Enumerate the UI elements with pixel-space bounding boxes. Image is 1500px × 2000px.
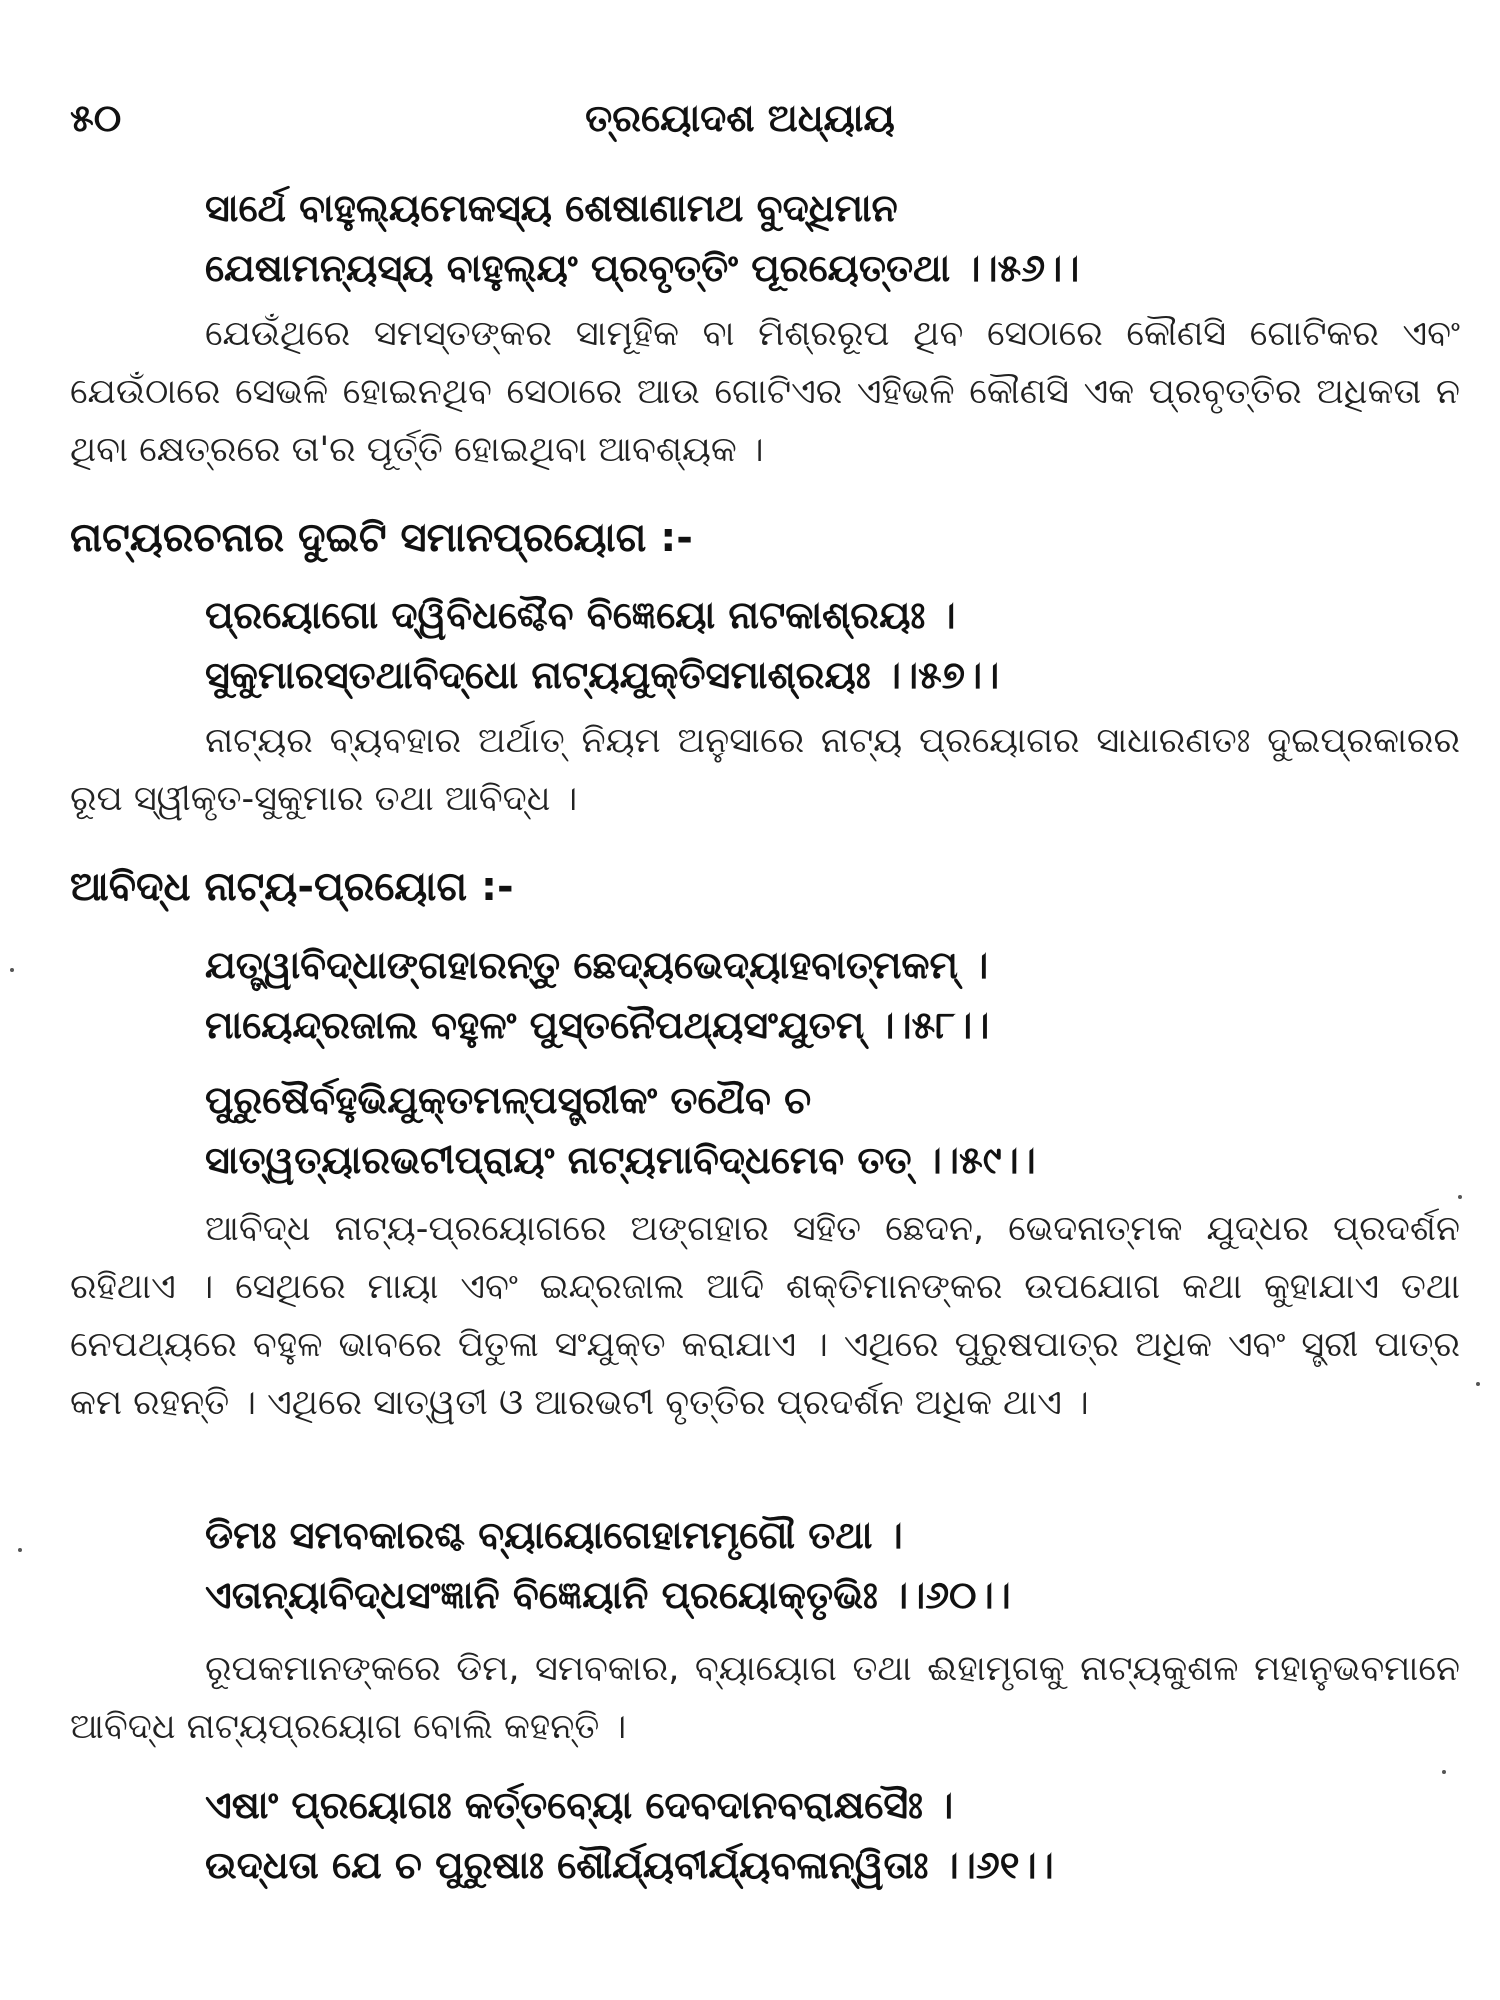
running-title: ତ୍ରୟୋଦଶ ଅଧ୍ୟାୟ — [585, 96, 895, 140]
page-number: ୫୦ — [70, 96, 122, 140]
section-heading: ଆବିଦ୍ଧ ନାଟ୍ୟ-ପ୍ରୟୋଗ :- — [70, 864, 514, 910]
verse-line: ଏତାନ୍ୟାବିଦ୍ଧସଂଜ୍ଞାନି ବିଜ୍ଞେୟାନି ପ୍ରୟୋକ୍ତୃଭିଃ ।।୬୦।। — [205, 1573, 1011, 1617]
paragraph: ଯେଉଁଥିରେ ସମସ୍ତଙ୍କର ସାମୂହିକ ବା ମିଶ୍ରରୂପ ଥିବ ସେଠାରେ କୌଣସି ଗୋଟିକର ଏବଂ ଯେଉଁଠାରେ ସେଭଳି ହୋଇନଥିବ ସେଠାରେ ଆଉ ଗୋଟିଏର ଏହିଭଳି କୌଣସି ଏକ ପ୍ରବୃତ୍ତିର ଅଧିକତା ନ ଥିବା କ୍ଷେତ୍ରରେ ତା'ର ପୂର୍ତ୍ତି ହୋଇଥିବା ଆବଶ୍ୟକ । — [70, 314, 1460, 470]
verse-61 — [205, 1775, 1460, 1895]
verse-line: ଡିମଃ ସମବକାରଶ୍ଚ ବ୍ୟାୟୋଗେହାମମୃଗୌ ତଥା । — [205, 1513, 903, 1557]
scan-speck — [18, 1548, 22, 1552]
verse-58 — [205, 935, 1460, 1055]
page-header — [70, 96, 1410, 152]
verse-56 — [205, 178, 1460, 298]
scan-speck — [1442, 1770, 1446, 1774]
paragraph: ରୂପକମାନଙ୍କରେ ଡିମ, ସମବକାର, ବ୍ୟାୟୋଗ ତଥା ଈହାମୃଗକୁ ନାଟ୍ୟକୁଶଳ ମହାନୁଭବମାନେ ଆବିଦ୍ଧ ନାଟ୍ୟପ୍ରୟୋଗ ବୋଲି କହନ୍ତି । — [70, 1649, 1460, 1747]
verse-line: ଉଦ୍ଧତା ଯେ ଚ ପୁରୁଷାଃ ଶୌର୍ଯ୍ୟବୀର୍ଯ୍ୟବଳାନ୍ୱିତାଃ ।।୬୧।। — [205, 1843, 1054, 1887]
verse-59 — [205, 1070, 1460, 1190]
verse-60 — [205, 1505, 1460, 1625]
verse-line: ସାତ୍ୱତ୍ୟାରଭଟୀପ୍ରାୟଂ ନାଟ୍ୟମାବିଦ୍ଧମେବ ତତ୍ ।।୫୯।। — [205, 1138, 1036, 1182]
verse-line: ପୁରୁଷୈର୍ବହୁଭିଯୁକ୍ତମଳ୍ପସ୍ତ୍ରୀକଂ ତଥୈବ ଚ — [205, 1078, 812, 1122]
scan-speck — [1458, 1195, 1462, 1199]
section-heading: ନାଟ୍ୟରଚନାର ଦୁଇଟି ସମାନପ୍ରୟୋଗ :- — [70, 515, 693, 561]
scan-speck — [10, 968, 14, 972]
verse-line: ପ୍ରୟୋଗୋ ଦ୍ୱିବିଧଶ୍ଚୈବ ବିଜ୍ଞେୟୋ ନାଟକାଶ୍ରୟଃ । — [205, 593, 956, 637]
paragraph: ନାଟ୍ୟର ବ୍ୟବହାର ଅର୍ଥାତ୍ ନିୟମ ଅନୁସାରେ ନାଟ୍ୟ ପ୍ରୟୋଗର ସାଧାରଣତଃ ଦୁଇପ୍ରକାରର ରୂପ ସ୍ୱୀକୃତ-ସୁକୁମାର ତଥା ଆବିଦ୍ଧ । — [70, 721, 1460, 819]
verse-line: ମାୟେନ୍ଦ୍ରଜାଲ ବହୁଳଂ ପୁସ୍ତନୈପଥ୍ୟସଂଯୁତମ୍ ।।୫୮।। — [205, 1003, 990, 1047]
verse-line: ସାର୍ଥେ ବାହୁଲ୍ୟମେକସ୍ୟ ଶେଷାଣାମଥ ବୁଦ୍ଧିମାନ — [205, 186, 898, 230]
verse-line: ଯେଷାମନ୍ୟସ୍ୟ ବାହୁଲ୍ୟଂ ପ୍ରବୃତ୍ତିଂ ପୂରୟେତ୍ତଥା ।।୫୬।। — [205, 246, 1080, 290]
paragraph: ଆବିଦ୍ଧ ନାଟ୍ୟ-ପ୍ରୟୋଗରେ ଅଙ୍ଗହାର ସହିତ ଛେଦନ, ଭେଦନାତ୍ମକ ଯୁଦ୍ଧର ପ୍ରଦର୍ଶନ ରହିଥାଏ । ସେଥିରେ ମାୟା ଏବଂ ଇନ୍ଦ୍ରଜାଲ ଆଦି ଶକ୍ତିମାନଙ୍କର ଉପଯୋଗ କଥା କୁହାଯାଏ ତଥା ନେପଥ୍ୟରେ ବହୁଳ ଭାବରେ ପିତୁଳା ସଂଯୁକ୍ତ କରାଯାଏ । ଏଥିରେ ପୁରୁଷପାତ୍ର ଅଧିକ ଏବଂ ସ୍ତ୍ରୀ ପାତ୍ର କମ ରହନ୍ତି । ଏଥିରେ ସାତ୍ୱତୀ ଓ ଆରଭଟୀ ବୃତ୍ତିର ପ୍ରଦର୍ଶନ ଅଧିକ ଥାଏ । — [70, 1209, 1460, 1423]
verse-line: ଯତ୍ତ୍ୱାବିଦ୍ଧାଙ୍ଗହାରନ୍ତୁ ଛେଦ୍ୟଭେଦ୍ୟାହବାତ୍ମକମ୍ । — [205, 943, 989, 987]
scan-speck — [1476, 1382, 1480, 1386]
verse-57 — [205, 585, 1460, 705]
verse-line: ଏଷାଂ ପ୍ରୟୋଗଃ କର୍ତ୍ତବ୍ୟୋ ଦେବଦାନବରାକ୍ଷସୈଃ । — [205, 1783, 954, 1827]
verse-line: ସୁକୁମାରସ୍ତଥାବିଦ୍ଧୋ ନାଟ୍ୟଯୁକ୍ତିସମାଶ୍ରୟଃ ।।୫୭।। — [205, 653, 1000, 697]
